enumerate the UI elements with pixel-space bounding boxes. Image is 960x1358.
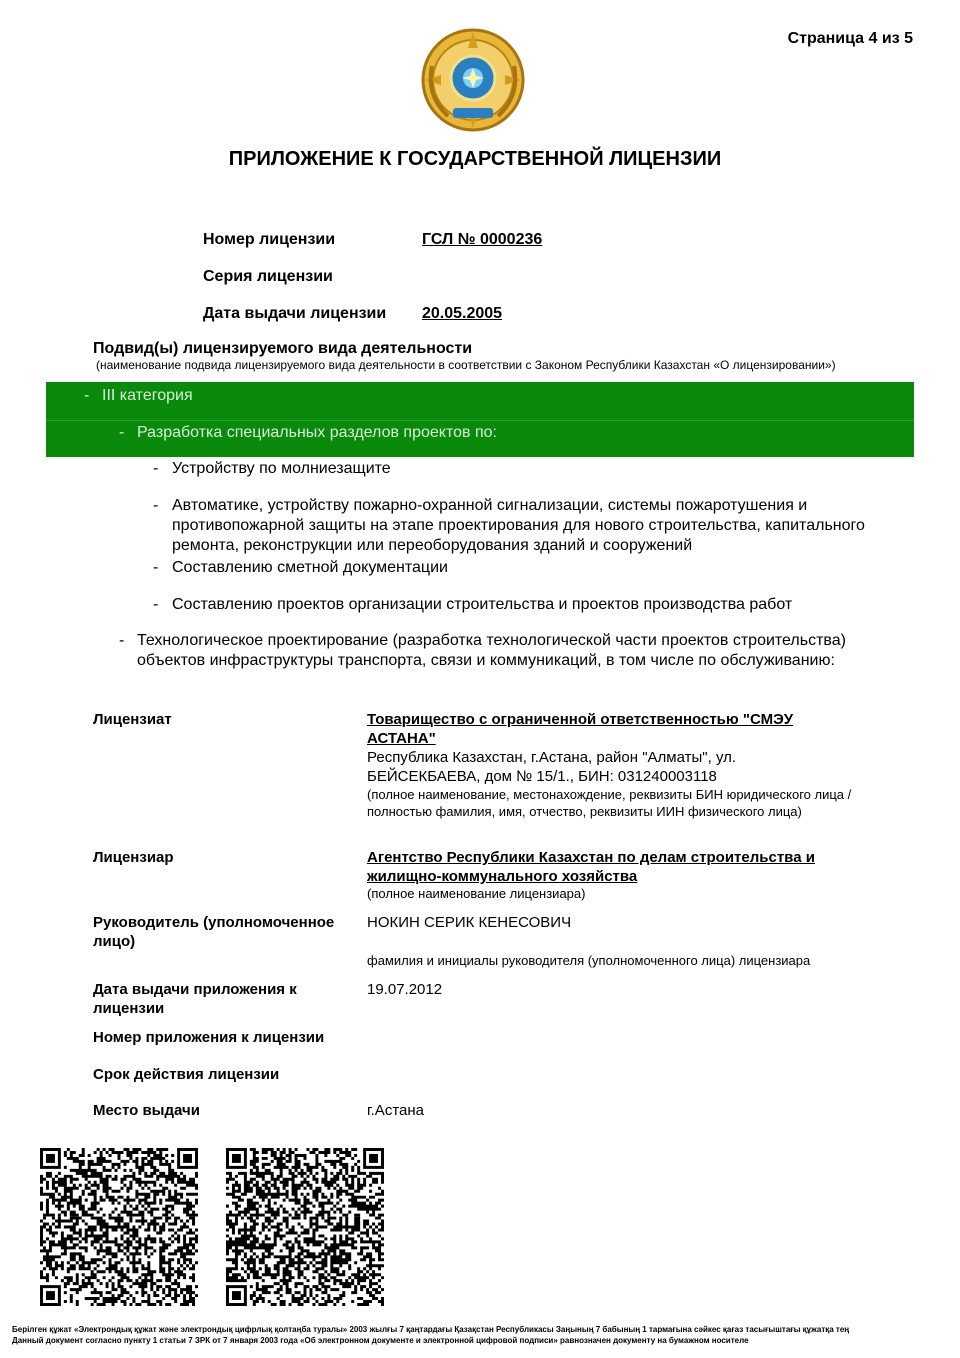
list-item bbox=[119, 423, 899, 445]
license-date-label: Дата выдачи лицензии bbox=[203, 305, 387, 322]
list-item bbox=[153, 595, 913, 617]
list-item bbox=[153, 496, 913, 558]
list-item-text: Устройству по молниезащите bbox=[172, 460, 391, 477]
qr-code bbox=[40, 1148, 198, 1306]
list-item bbox=[153, 558, 913, 580]
qr-code bbox=[226, 1148, 384, 1306]
list-dash: - bbox=[153, 460, 159, 477]
licensor-note: (полное наименование лицензиара) bbox=[367, 886, 586, 901]
licensee-note: (полное наименование, местонахождение, реквизиты БИН юридического лица / полностью фамилия, имя, отчество, реквизиты ИИН физического лица) bbox=[367, 787, 852, 819]
list-item-text: Составлению проектов организации строительства и проектов производства работ bbox=[172, 596, 793, 613]
licensee-name: Товарищество с ограниченной ответственностью "СМЭУ АСТАНА" bbox=[367, 711, 794, 747]
place-label: Место выдачи bbox=[93, 1102, 200, 1119]
subtypes-heading: Подвид(ы) лицензируемого вида деятельности bbox=[93, 340, 473, 357]
license-number-label: Номер лицензии bbox=[203, 231, 336, 248]
list-dash: - bbox=[84, 387, 90, 404]
head-note: фамилия и инициалы руководителя (уполномоченного лица) лицензиара bbox=[367, 953, 811, 968]
license-number-value: ГСЛ № 0000236 bbox=[422, 231, 543, 248]
list-dash: - bbox=[153, 596, 159, 613]
licensee-address: Республика Казахстан, г.Астана, район "Алматы", ул. БЕЙСЕКБАЕВА, дом № 15/1., БИН: 031240003118 bbox=[367, 749, 737, 785]
state-emblem bbox=[418, 26, 528, 134]
head-value: НОКИН СЕРИК КЕНЕСОВИЧ bbox=[367, 914, 572, 931]
list-item bbox=[84, 386, 904, 408]
licensor-name: Агентство Республики Казахстан по делам строительства и жилищно-коммунального хозяйства bbox=[367, 849, 815, 885]
licensor-label: Лицензиар bbox=[93, 849, 174, 866]
list-item-text: Технологическое проектирование (разработка технологической части проектов строительства) объектов инфраструктуры транспорта, связи и коммуникаций, в том числе по обслуживанию: bbox=[137, 632, 846, 669]
list-item-text: Составлению сметной документации bbox=[172, 559, 448, 576]
subtypes-note: (наименование подвида лицензируемого вида деятельности в соответствии с Законом Республики Казахстан «О лицензировании») bbox=[96, 358, 836, 372]
list-item-text: Автоматике, устройству пожарно-охранной сигнализации, системы пожаротушения и противопожарной защиты на этапе проектирования для нового строительства, капитального ремонта, реконструкции или переоборудования зданий и сооружений bbox=[172, 497, 865, 554]
list-item bbox=[119, 631, 909, 675]
document-title: ПРИЛОЖЕНИЕ К ГОСУДАРСТВЕННОЙ ЛИЦЕНЗИИ bbox=[228, 148, 722, 170]
list-item-text: III категория bbox=[102, 387, 193, 404]
list-dash: - bbox=[119, 632, 125, 649]
license-series-label: Серия лицензии bbox=[203, 268, 333, 285]
list-dash: - bbox=[119, 424, 125, 441]
appendix-number-label: Номер приложения к лицензии bbox=[93, 1029, 325, 1046]
list-item bbox=[153, 459, 913, 481]
appendix-date-label: Дата выдачи приложения к лицензии bbox=[93, 981, 297, 1017]
footer-kazakh: Берілген құжат «Электрондық құжат және электрондық цифрлық қолтаңба туралы» 2003 жылғы 7 қаңтардағы Қазақстан Республикасы Заңының 7 бабының 1 тармағына сәйкес қағаз тасығыштағы құжатқа тең bbox=[12, 1325, 850, 1334]
place-value: г.Астана bbox=[367, 1102, 424, 1119]
license-date-value: 20.05.2005 bbox=[422, 305, 503, 322]
list-dash: - bbox=[153, 559, 159, 576]
licensee-label: Лицензиат bbox=[93, 711, 172, 728]
appendix-date-value: 19.07.2012 bbox=[367, 981, 443, 998]
list-dash: - bbox=[153, 497, 159, 514]
band-divider bbox=[46, 420, 914, 421]
head-label: Руководитель (уполномоченное лицо) bbox=[93, 914, 335, 950]
page-number: Страница 4 из 5 bbox=[787, 30, 913, 47]
validity-label: Срок действия лицензии bbox=[93, 1066, 280, 1083]
footer-russian: Данный документ согласно пункту 1 статьи 7 ЗРК от 7 января 2003 года «Об электронном документе и электронной цифровой подписи» равнозначен документу на бумажном носителе bbox=[12, 1336, 749, 1345]
list-item-text: Разработка специальных разделов проектов по: bbox=[137, 424, 497, 441]
